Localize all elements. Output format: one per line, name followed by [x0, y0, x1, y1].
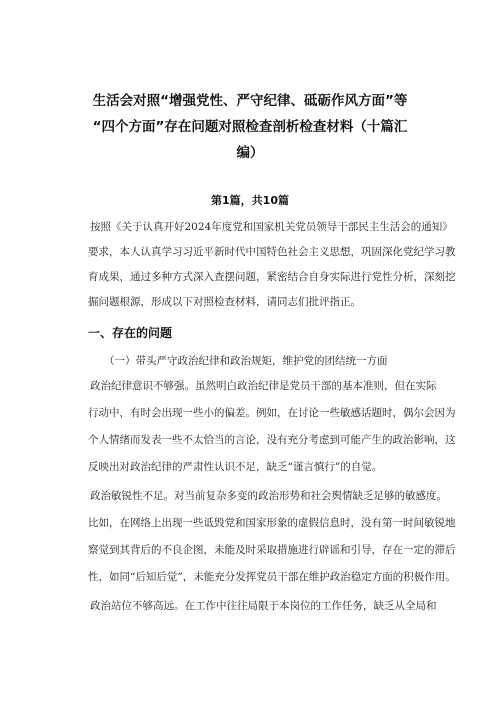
- paragraph-line: 政治纪律意识不够强。虽然明白政治纪律是党员干部的基本准则，但在实际: [90, 380, 437, 392]
- intro-line: 按照《关于认真开好2024年度党和国家机关党员领导干部民主生活会的通知》: [90, 221, 453, 233]
- paragraph-line: 政治敏锐性不足。对当前复杂多变的政治形势和社会舆情缺乏足够的敏感度。: [90, 490, 447, 502]
- subsection-heading: （一）带头严守政治纪律和政治规矩，维护党的团结统一方面: [104, 355, 388, 367]
- paragraph-line: 个人情绪而发表一些不太恰当的言论，没有充分考虑到可能产生的政治影响，这: [88, 434, 456, 446]
- title-line: 生活会对照“增强党性、严守纪律、砥砺作风方面”等: [92, 93, 408, 109]
- paragraph-line: 政治站位不够高远。在工作中往往局限于本岗位的工作任务，缺乏从全局和: [90, 600, 437, 612]
- paragraph-line: 察觉到其背后的不良企图，未能及时采取措施进行辟谣和引导，存在一定的滞后: [88, 544, 456, 556]
- title-line: “四个方面”存在问题对照检查剖析检查材料（十篇汇: [92, 119, 408, 135]
- paragraph-line: 行动中，有时会出现一些小的偏差。例如，在讨论一些敏感话题时，偶尔会因为: [88, 407, 456, 419]
- document-title: [60, 88, 440, 166]
- intro-line: 掘问题根源，形成以下对照检查材料，请同志们批评指正。: [88, 296, 361, 308]
- paragraph-line: 性，如同“后知后觉”，未能充分发挥党员干部在维护政治稳定方面的积极作用。: [88, 571, 456, 583]
- intro-line: 育成果，通过多种方式深入查摆问题，紧密结合自身实际进行党性分析，深刻挖: [88, 271, 456, 283]
- title-line: 编）: [236, 145, 264, 161]
- paragraph-line: 反映出对政治纪律的严肃性认识不足，缺乏“谨言慎行”的自觉。: [88, 461, 383, 473]
- paragraph-line: 比如，在网络上出现一些诋毁党和国家形象的虚假信息时，没有第一时间敏锐地: [88, 517, 456, 529]
- section-heading: 一、存在的问题: [88, 326, 173, 340]
- intro-line: 要求，本人认真学习习近平新时代中国特色社会主义思想，巩固深化党纪学习教: [88, 246, 456, 258]
- document-subtitle: 第1篇，共10篇: [211, 194, 289, 207]
